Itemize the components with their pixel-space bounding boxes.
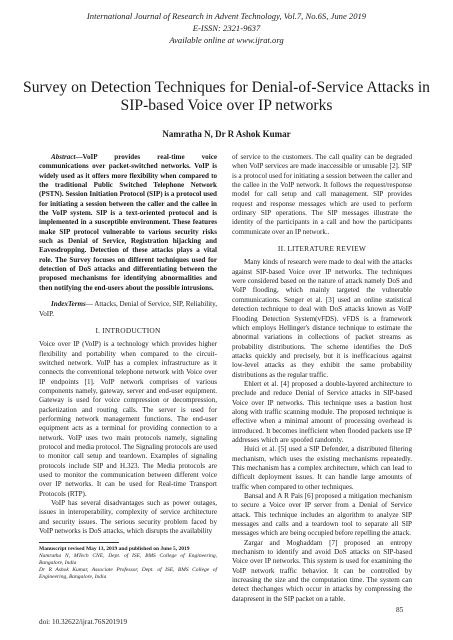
- journal-issn: E-ISSN: 2321-9637: [192, 23, 261, 33]
- abstract-text: —VoIP provides real-time voice communications over packet-switched networks. VoIP is widely used as it offers more flexibility when compared to the traditional Public Switched Telephone Network (PSTN). Session Initiation Protocol (SIP) is a protocol used for initiating a session between the caller and the callee in the VoIP system. SIP is a text-oriented protocol and is implemented in a susceptible environment. These features make SIP protocol vulnerable to various security risks such as Denial of Service, Registration hijacking and Eavesdropping. Detection of these attacks plays a vital role. The Survey focuses on different techniques used for detection of DoS attacks and differentiating between the proposed mechanisms for identifying abnormalities and then notifying the end-users about the possible intrusions.: [39, 153, 217, 292]
- footnote-divider: [39, 542, 119, 543]
- footnote-author-2: Dr R Ashok Kumar, Associate Professor, Dept. of ISE, BMS College of Engineering, Bangalore, India: [39, 567, 217, 581]
- review-paragraph-1: Many kinds of research were made to deal with the attacks against SIP-based Voice over IP networks. The techniques were considered based on the nature of attack namely DoS and VoIP flooding, which mainly targeted the vulnerable communications. Senger et al. [3] used an online statistical detection technique to deal with DoS attacks known as VoIP Flooding Detection System(vFDS). vFDS is a framework which employs Hellinger's distance technique to estimate the abnormal variations in collections of packet streams as probability distributions. The scheme identifies the DoS attacks quickly and precisely, but it is inefficacious against low-level attacks as they exhibit the same probability distributions as the regular traffic.: [232, 258, 412, 379]
- section-heading-literature-review: II. LITERATURE REVIEW: [277, 244, 367, 254]
- intro-paragraph-1: Voice over IP (VoIP) is a technology which provides higher flexibility and portability when compared to the circuit-switched network. VoIP has a complex infrastructure as it connects the conventional telephone network with Voice over IP endpoints [1]. VoIP network comprises of various components namely, gateway, server and end-user equipment. Gateway is used for voice compression or decompression, packetization and routing calls. The server is used for performing network management functions. The end-user equipment acts as a terminal for providing connection to a network. VoIP uses two main protocols namely, signaling protocol and media protocol. The Signaling protocols are used to monitor call setup and teardown. Examples of signaling protocols include SIP and H.323. The Media protocols are used to monitor the communication between different voice over IP networks. It can be used for Real-time Transport Protocols (RTP).: [39, 340, 217, 498]
- abstract: [39, 153, 217, 293]
- paper-authors: Namratha N, Dr R Ashok Kumar: [162, 129, 291, 139]
- abstract-heading: Abstract: [51, 153, 76, 161]
- paper-title: Survey on Detection Techniques for Denial-of-Service Attacks in SIP-based Voice over IP networks: [23, 79, 430, 114]
- index-terms: [39, 300, 217, 319]
- section-heading-introduction: I. INTRODUCTION: [95, 325, 161, 335]
- footnote-author-1: Namratha N, MTech CNE, Dept. of ISE, BMS College of Engineering, Bangalore, India: [39, 553, 217, 567]
- review-paragraph-2: Ehlert et al. [4] proposed a double-layered architecture to preclude and reduce Denial of Service attacks in SIP-based Voice over IP networks. This technique uses a bastion host along with traffic scanning module. The proposed technique is effective when a minimal amount of processing overhead is introduced. It becomes inefficient when flooded packets use IP addresses which are spoofed randomly.: [232, 379, 412, 444]
- journal-url: Available online at www.ijrat.org: [169, 35, 284, 45]
- review-paragraph-3: Huici et al. [5] used a SIP Defender, a distributed filtering mechanism, which uses the existing mechanisms repeatedly. This mechanism has a complex architecture, which can lead to difficult deployment issues. It can handle large amounts of traffic when compared to other techniques.: [232, 445, 412, 491]
- right-column: [232, 153, 412, 604]
- review-paragraph-4: Bansal and A R Pais [6] proposed a mitigation mechanism to secure a Voice over IP server from a Denial of Service attack. This technique includes an algorithm to analyze SIP messages and calls and a teardown tool to separate all SIP messages which are being occupied before repelling the attack.: [232, 492, 412, 538]
- page-number: 85: [396, 606, 404, 614]
- index-terms-heading: IndexTerms: [51, 300, 86, 309]
- intro-paragraph-continued: of service to the customers. The call quality can be degraded when VoIP services are made inaccessible or unusable [2]. SIP is a protocol used for initiating a session between the caller and the callee in the VoIP network. It follows the request/response model for call setup and call management. SIP provides request and response messages which are used to perform ordinary SIP operations. The SIP messages illustrate the identity of the participants in a call and how the participants communicate over an IP network..: [232, 153, 412, 236]
- footnote-received: Manuscript revised May 13, 2019 and published on June 5, 2019: [39, 546, 190, 553]
- review-paragraph-5: Zargar and Moghaddam [7] proposed an entropy mechanism to identify and avoid DoS attacks on SIP-based Voice over IP networks. This system is used for examining the VoIP network traffic behavior. It can be controlled by increasing the size and the computation time. The system can detect thechanges which occur in attacks by compressing the datapresent in the SIP packet on a table.: [232, 538, 412, 603]
- doi-link[interactable]: doi: 10.32622/ijrat.76S201919: [39, 618, 128, 626]
- left-column: [39, 153, 217, 581]
- index-terms-text: — Attacks, Denial of Service, SIP, Reliability, VoIP.: [39, 300, 217, 318]
- intro-paragraph-2: VoIP has several disadvantages such as power outages, issues in interoperability, complexity of service architecture and security issues. The serious security problem faced by VoIP networks is DoS attacks, which disrupts the availability: [39, 499, 217, 536]
- journal-name: International Journal of Research in Advent Technology, Vol.7, No.6S, June 2019: [86, 11, 367, 21]
